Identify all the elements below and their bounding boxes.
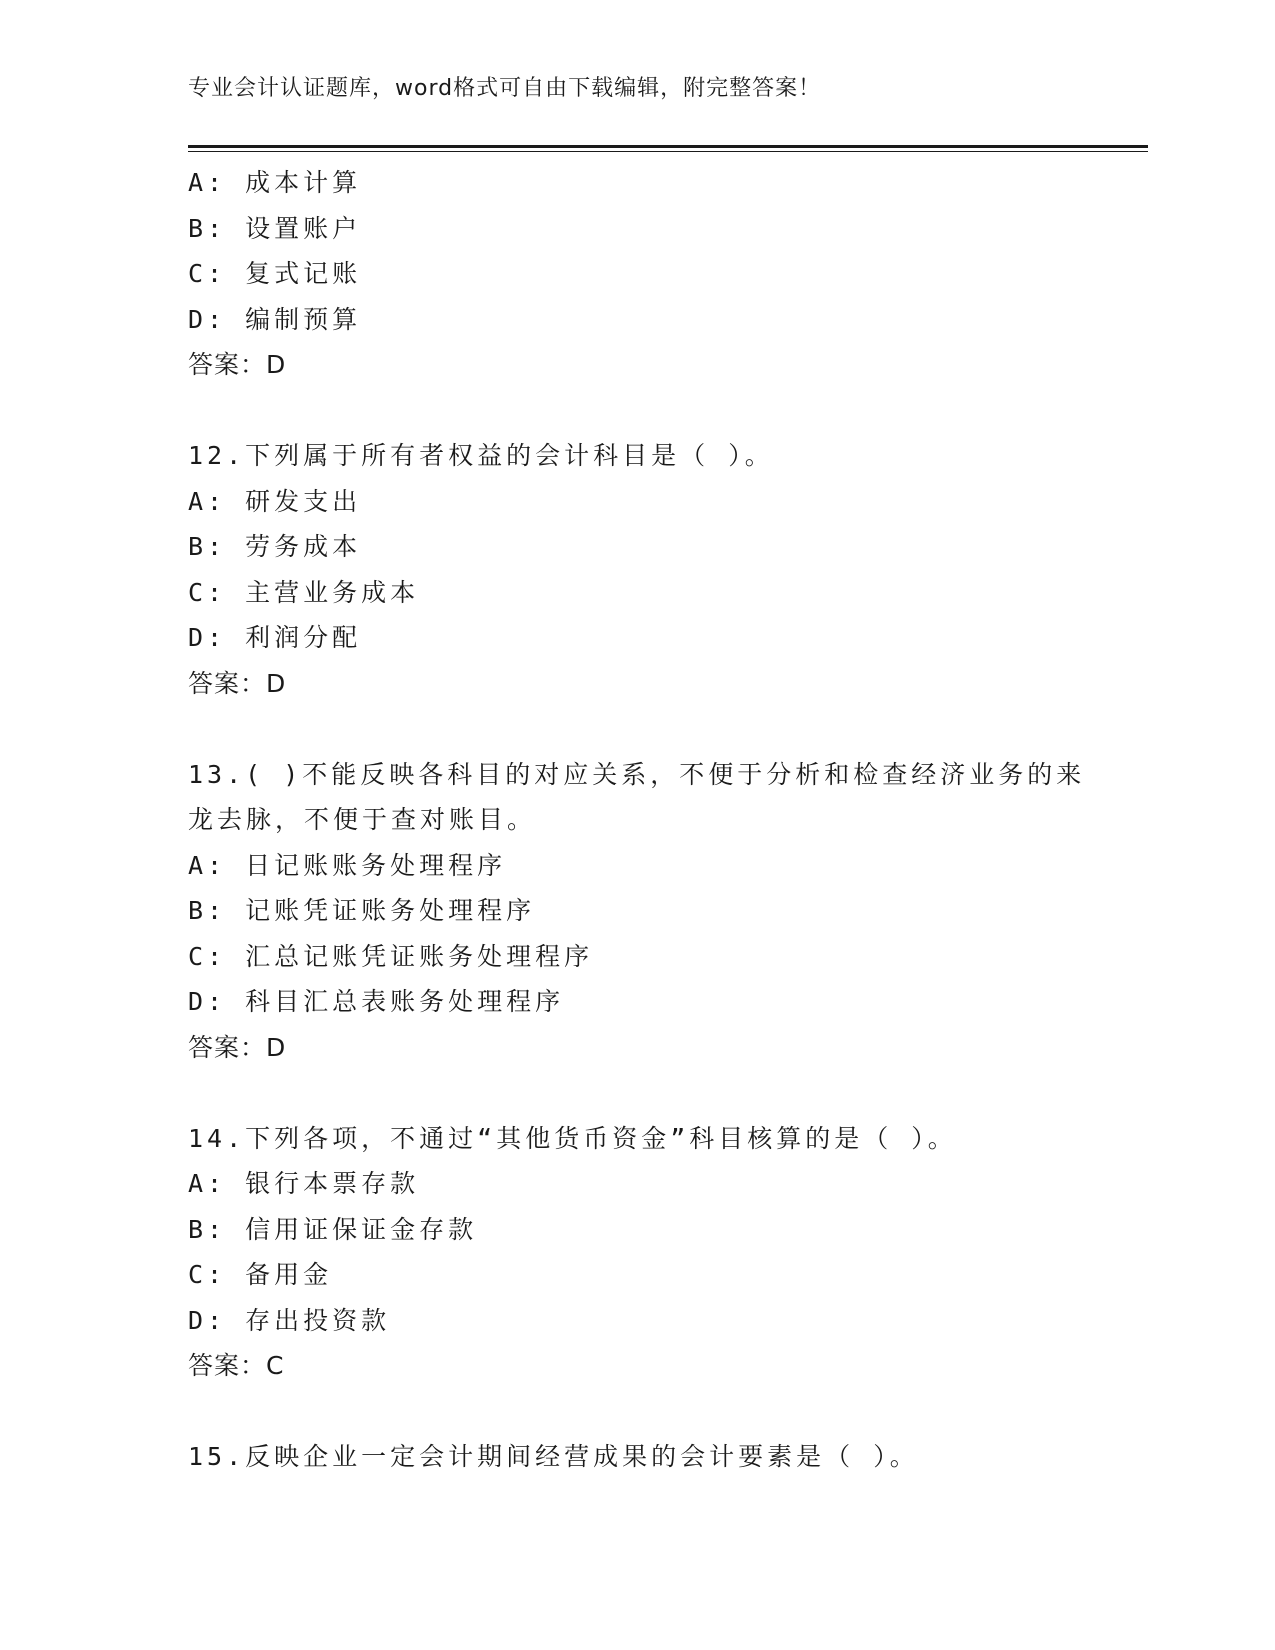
option-b: B: 设置账户 — [188, 213, 362, 243]
option-d: D: 编制预算 — [188, 304, 362, 334]
option-b: B: 记账凭证账务处理程序 — [188, 896, 536, 925]
spacer — [188, 1389, 1088, 1435]
answer: 答案：D — [188, 350, 287, 379]
spacer — [188, 388, 1088, 434]
header-rule-thin — [188, 151, 1148, 152]
option-c: C: 汇总记账凭证账务处理程序 — [188, 941, 594, 971]
option-d: D: 科目汇总表账务处理程序 — [188, 987, 565, 1016]
question-11 — [188, 160, 1088, 388]
question-stem: 12.下列属于所有者权益的会计科目是（ ）。 — [188, 441, 774, 470]
option-d: D: 存出投资款 — [188, 1305, 391, 1335]
question-13 — [188, 752, 1088, 1071]
option-c: C: 主营业务成本 — [188, 577, 420, 607]
spacer — [188, 706, 1088, 752]
option-d: D: 利润分配 — [188, 623, 362, 652]
question-14 — [188, 1116, 1088, 1389]
question-stem: 13.( )不能反映各科目的对应关系，不便于分析和检查经济业务的来 — [188, 759, 1086, 789]
question-list — [188, 160, 1088, 1480]
header-rule-thick — [188, 145, 1148, 148]
question-stem-continued: 龙去脉，不便于查对账目。 — [188, 805, 537, 834]
page-header: 专业会计认证题库，word格式可自由下载编辑，附完整答案！ — [188, 76, 822, 101]
question-12 — [188, 433, 1088, 706]
option-a: A: 研发支出 — [188, 486, 362, 516]
option-b: B: 信用证保证金存款 — [188, 1214, 478, 1244]
option-a: A: 日记账账务处理程序 — [188, 850, 507, 880]
question-stem: 15.反映企业一定会计期间经营成果的会计要素是（ ）。 — [188, 1442, 919, 1471]
answer: 答案：C — [188, 1351, 285, 1380]
option-b: B: 劳务成本 — [188, 532, 362, 561]
option-a: A: 银行本票存款 — [188, 1169, 420, 1198]
answer: 答案：D — [188, 668, 287, 698]
question-15 — [188, 1434, 1088, 1480]
question-stem: 14.下列各项，不通过“其他货币资金”科目核算的是（ ）。 — [188, 1123, 957, 1153]
option-c: C: 备用金 — [188, 1260, 333, 1289]
answer: 答案：D — [188, 1032, 287, 1062]
option-c: C: 复式记账 — [188, 259, 362, 288]
spacer — [188, 1070, 1088, 1116]
option-a: A: 成本计算 — [188, 168, 362, 197]
